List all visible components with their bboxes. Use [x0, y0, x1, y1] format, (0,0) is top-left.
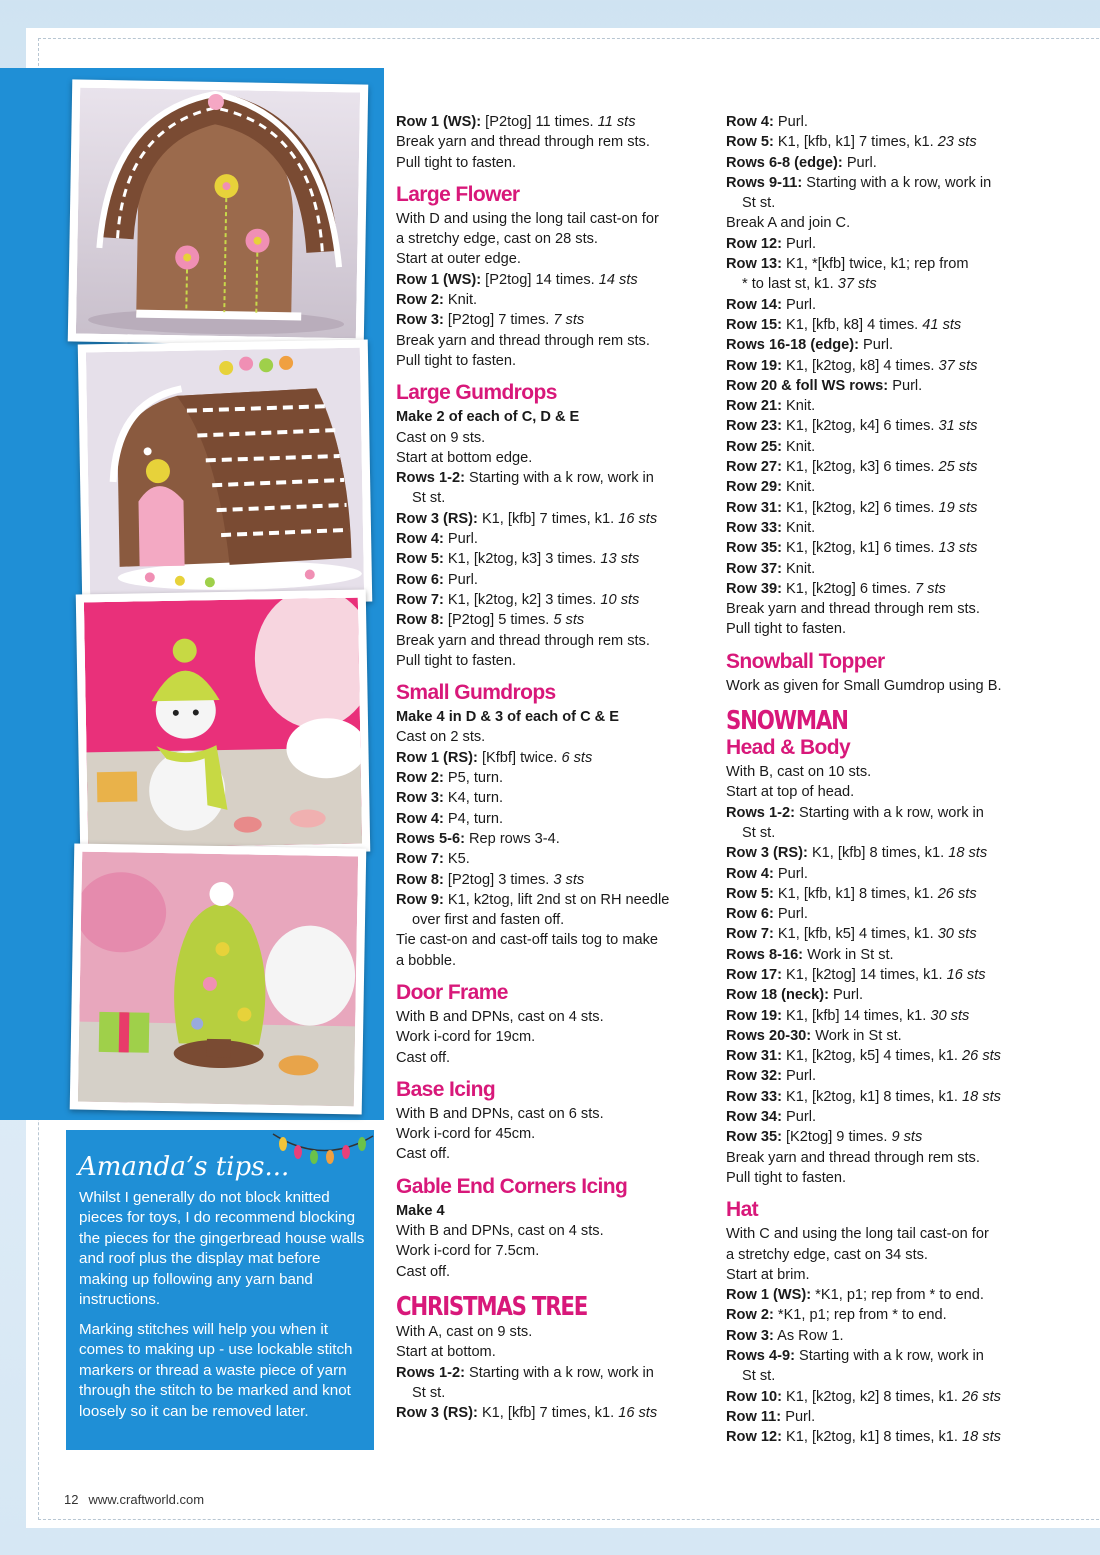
pattern-row: Row 2: Knit.: [396, 292, 478, 309]
pattern-line: St st.: [412, 1384, 446, 1401]
subsection-heading: Base Icing: [396, 1077, 496, 1101]
pattern-row: Row 11: Purl.: [726, 1408, 816, 1425]
pattern-row: Row 4: Purl.: [396, 531, 478, 548]
pattern-row: Row 34: Purl.: [726, 1109, 817, 1126]
pattern-line: Work as given for Small Gumdrop using B.: [726, 677, 1002, 694]
pattern-row: Rows 1-2: Starting with a k row, work in: [726, 804, 984, 821]
subsection-heading: Large Flower: [396, 182, 520, 206]
pattern-row: Row 17: K1, [k2tog] 14 times, k1. 16 sts: [726, 966, 986, 983]
christmas-tree-illustration: [78, 852, 358, 1107]
pattern-line: Cast on 9 sts.: [396, 429, 486, 446]
pattern-line: St st.: [412, 490, 446, 507]
pattern-row: Row 19: K1, [kfb] 14 times, k1. 30 sts: [726, 1007, 970, 1024]
pattern-line: With B and DPNs, cast on 4 sts.: [396, 1008, 604, 1025]
photo-snowman: [76, 589, 371, 856]
pattern-line: * to last st, k1. 37 sts: [742, 276, 877, 293]
pattern-row: Rows 6-8 (edge): Purl.: [726, 154, 877, 171]
pattern-row: Row 7: K1, [kfb, k5] 4 times, k1. 30 sts: [726, 926, 977, 943]
pattern-row: Row 18 (neck): Purl.: [726, 987, 864, 1004]
pattern-row: Row 33: Knit.: [726, 519, 816, 536]
pattern-column-2: [726, 112, 1056, 1448]
section-heading: CHRISTMAS TREE: [396, 1291, 588, 1322]
pattern-row: Row 21: Knit.: [726, 398, 816, 415]
pattern-line: Cast off.: [396, 1146, 451, 1163]
pattern-line: With B, cast on 10 sts.: [726, 764, 872, 781]
pattern-row: Rows 5-6: Rep rows 3-4.: [396, 830, 560, 847]
pattern-row: Rows 4-9: Starting with a k row, work in: [726, 1348, 984, 1365]
pattern-row: Row 35: K1, [k2tog, k1] 6 times. 13 sts: [726, 540, 978, 557]
pattern-line: With D and using the long tail cast-on for: [396, 210, 659, 227]
pattern-row: Row 7: K1, [k2tog, k2] 3 times. 10 sts: [396, 591, 640, 608]
pattern-line: Work i-cord for 19cm.: [396, 1029, 536, 1046]
pattern-row: Row 19: K1, [k2tog, k8] 4 times. 37 sts: [726, 357, 978, 374]
pattern-row: Row 39: K1, [k2tog] 6 times. 7 sts: [726, 580, 946, 597]
pattern-line: Break A and join C.: [726, 215, 851, 232]
pattern-row: Row 3: [P2tog] 7 times. 7 sts: [396, 312, 585, 329]
pattern-row: Row 29: Knit.: [726, 479, 816, 496]
subsection-heading: Small Gumdrops: [396, 681, 556, 705]
pattern-row: Row 5: K1, [kfb, k1] 8 times, k1. 26 sts: [726, 885, 977, 902]
pattern-row: Row 12: K1, [k2tog, k1] 8 times, k1. 18 sts: [726, 1429, 1001, 1446]
pattern-line: Break yarn and thread through rem sts.: [396, 632, 650, 649]
pattern-row: Row 32: Purl.: [726, 1068, 817, 1085]
pattern-line: Break yarn and thread through rem sts.: [726, 601, 980, 618]
pattern-row: Rows 1-2: Starting with a k row, work in: [396, 470, 654, 487]
pattern-row: Row 4: Purl.: [726, 865, 808, 882]
pattern-line: over first and fasten off.: [412, 912, 565, 929]
pattern-line: Work i-cord for 45cm.: [396, 1126, 536, 1143]
photo-gingerbread-house-front: [68, 79, 369, 346]
page-footer: [64, 1492, 214, 1507]
pattern-row: Row 10: K1, [k2tog, k2] 8 times, k1. 26 sts: [726, 1388, 1001, 1405]
footer-url: www.craftworld.com: [88, 1492, 205, 1507]
tips-title: Amanda’s tips...: [78, 1152, 290, 1182]
pattern-line: Make 4 in D & 3 of each of C & E: [396, 709, 620, 726]
pattern-line: Cast off.: [396, 1049, 451, 1066]
pattern-line: Pull tight to fasten.: [396, 352, 517, 369]
pattern-line: With B and DPNs, cast on 4 sts.: [396, 1223, 604, 1240]
section-heading: SNOWMAN: [726, 706, 848, 737]
gingerbread-house-side-illustration: [86, 348, 364, 599]
pattern-line: With C and using the long tail cast-on for: [726, 1226, 989, 1243]
pattern-row: Row 3 (RS): K1, [kfb] 7 times, k1. 16 sts: [396, 1405, 658, 1422]
pattern-line: Pull tight to fasten.: [396, 652, 517, 669]
pattern-line: Start at brim.: [726, 1266, 810, 1283]
tips-paragraph-1: Whilst I generally do not block knitted pieces for toys, I do recommend blocking the pieces for the gingerbread house walls and roof plus the display mat before making up following any yarn band instructions.: [79, 1189, 365, 1309]
pattern-row: Row 31: K1, [k2tog, k2] 6 times. 19 sts: [726, 499, 978, 516]
snowman-illustration: [84, 598, 362, 849]
pattern-line: a stretchy edge, cast on 34 sts.: [726, 1246, 928, 1263]
pattern-row: Row 1 (RS): [Kfbf] twice. 6 sts: [396, 749, 593, 766]
pattern-row: Row 23: K1, [k2tog, k4] 6 times. 31 sts: [726, 418, 978, 435]
pattern-row: Rows 9-11: Starting with a k row, work in: [726, 174, 992, 191]
pattern-row: Row 20 & foll WS rows: Purl.: [726, 377, 923, 394]
pattern-line: Start at bottom edge.: [396, 449, 533, 466]
subsection-heading: Hat: [726, 1198, 759, 1222]
pattern-row: Row 7: K5.: [396, 851, 470, 868]
pattern-row: Row 37: Knit.: [726, 560, 816, 577]
pattern-line: With A, cast on 9 sts.: [396, 1323, 533, 1340]
pattern-line: St st.: [742, 824, 776, 841]
pattern-row: Row 3 (RS): K1, [kfb] 8 times, k1. 18 sts: [726, 845, 988, 862]
pattern-row: Row 13: K1, *[kfb] twice, k1; rep from: [726, 256, 969, 273]
pattern-row: Row 15: K1, [kfb, k8] 4 times. 41 sts: [726, 316, 962, 333]
pattern-row: Row 1 (WS): [P2tog] 14 times. 14 sts: [396, 271, 638, 288]
pattern-line: St st.: [742, 1368, 776, 1385]
pattern-row: Row 14: Purl.: [726, 296, 817, 313]
pattern-line: Pull tight to fasten.: [726, 1169, 847, 1186]
pattern-line: Cast on 2 sts.: [396, 729, 486, 746]
pattern-line: Start at outer edge.: [396, 251, 521, 268]
pattern-line: Cast off.: [396, 1263, 451, 1280]
pattern-line: a bobble.: [396, 952, 457, 969]
pattern-line: Break yarn and thread through rem sts.: [396, 134, 650, 151]
pattern-row: Row 12: Purl.: [726, 235, 817, 252]
pattern-row: Row 6: Purl.: [726, 906, 808, 923]
tips-paragraph-2: Marking stitches will help you when it comes to making up - use lockable stitch markers or thread a waste piece of yarn through the stitch to be marked and knot loosely so it can be removed later.: [79, 1321, 353, 1420]
subsection-heading: Door Frame: [396, 980, 508, 1004]
pattern-row: Row 6: Purl.: [396, 571, 478, 588]
pattern-line: Make 4: [396, 1202, 445, 1219]
pattern-row: Rows 8-16: Work in St st.: [726, 946, 894, 963]
pattern-row: Row 9: K1, k2tog, lift 2nd st on RH needle: [396, 891, 670, 908]
pattern-row: Row 4: Purl.: [726, 114, 808, 130]
pattern-row: Rows 20-30: Work in St st.: [726, 1027, 902, 1044]
pattern-line: Start at top of head.: [726, 784, 855, 801]
photo-christmas-tree: [70, 843, 367, 1114]
pattern-line: St st.: [742, 195, 776, 212]
pattern-row: Row 3 (RS): K1, [kfb] 7 times, k1. 16 sts: [396, 510, 658, 527]
pattern-row: Row 2: P5, turn.: [396, 770, 504, 787]
pattern-row: Row 1 (WS): [P2tog] 11 times. 11 sts: [396, 114, 636, 130]
pattern-row: Row 1 (WS): *K1, p1; rep from * to end.: [726, 1287, 984, 1304]
pattern-row: Row 4: P4, turn.: [396, 810, 504, 827]
subsection-heading: Gable End Corners Icing: [396, 1174, 628, 1198]
pattern-row: Row 33: K1, [k2tog, k1] 8 times, k1. 18 sts: [726, 1088, 1001, 1105]
pattern-row: Row 25: Knit.: [726, 438, 816, 455]
pattern-row: Row 2: *K1, p1; rep from * to end.: [726, 1307, 947, 1324]
pattern-row: Row 5: K1, [k2tog, k3] 3 times. 13 sts: [396, 551, 640, 568]
pattern-column-1: [396, 112, 706, 1423]
subsection-heading: Large Gumdrops: [396, 381, 557, 405]
pattern-line: Work i-cord for 7.5cm.: [396, 1243, 540, 1260]
tips-box: [66, 1130, 374, 1450]
pattern-line: a stretchy edge, cast on 28 sts.: [396, 231, 598, 248]
pattern-row: Row 35: [K2tog] 9 times. 9 sts: [726, 1129, 923, 1146]
pattern-line: Pull tight to fasten.: [726, 621, 847, 638]
pattern-row: Row 5: K1, [kfb, k1] 7 times, k1. 23 sts: [726, 134, 977, 151]
pattern-row: Row 31: K1, [k2tog, k5] 4 times, k1. 26 sts: [726, 1048, 1001, 1065]
pattern-row: Row 8: [P2tog] 3 times. 3 sts: [396, 871, 585, 888]
pattern-row: Rows 1-2: Starting with a k row, work in: [396, 1364, 654, 1381]
pattern-row: Row 3: As Row 1.: [726, 1327, 844, 1344]
pattern-line: Make 2 of each of C, D & E: [396, 409, 580, 426]
pattern-line: Pull tight to fasten.: [396, 154, 517, 171]
pattern-line: With B and DPNs, cast on 6 sts.: [396, 1105, 604, 1122]
pattern-row: Row 27: K1, [k2tog, k3] 6 times. 25 sts: [726, 459, 978, 476]
pattern-row: Row 3: K4, turn.: [396, 790, 504, 807]
pattern-line: Break yarn and thread through rem sts.: [726, 1149, 980, 1166]
pattern-line: Start at bottom.: [396, 1344, 496, 1361]
gingerbread-house-illustration: [76, 88, 360, 339]
pattern-line: Break yarn and thread through rem sts.: [396, 332, 650, 349]
pattern-row: Row 8: [P2tog] 5 times. 5 sts: [396, 612, 585, 629]
subsection-heading: Head & Body: [726, 736, 851, 760]
photo-gingerbread-house-side: [78, 339, 373, 606]
pattern-line: Tie cast-on and cast-off tails tog to make: [396, 932, 659, 949]
page-number: 12: [64, 1492, 79, 1507]
subsection-heading: Snowball Topper: [726, 649, 885, 673]
pattern-row: Rows 16-18 (edge): Purl.: [726, 337, 894, 354]
